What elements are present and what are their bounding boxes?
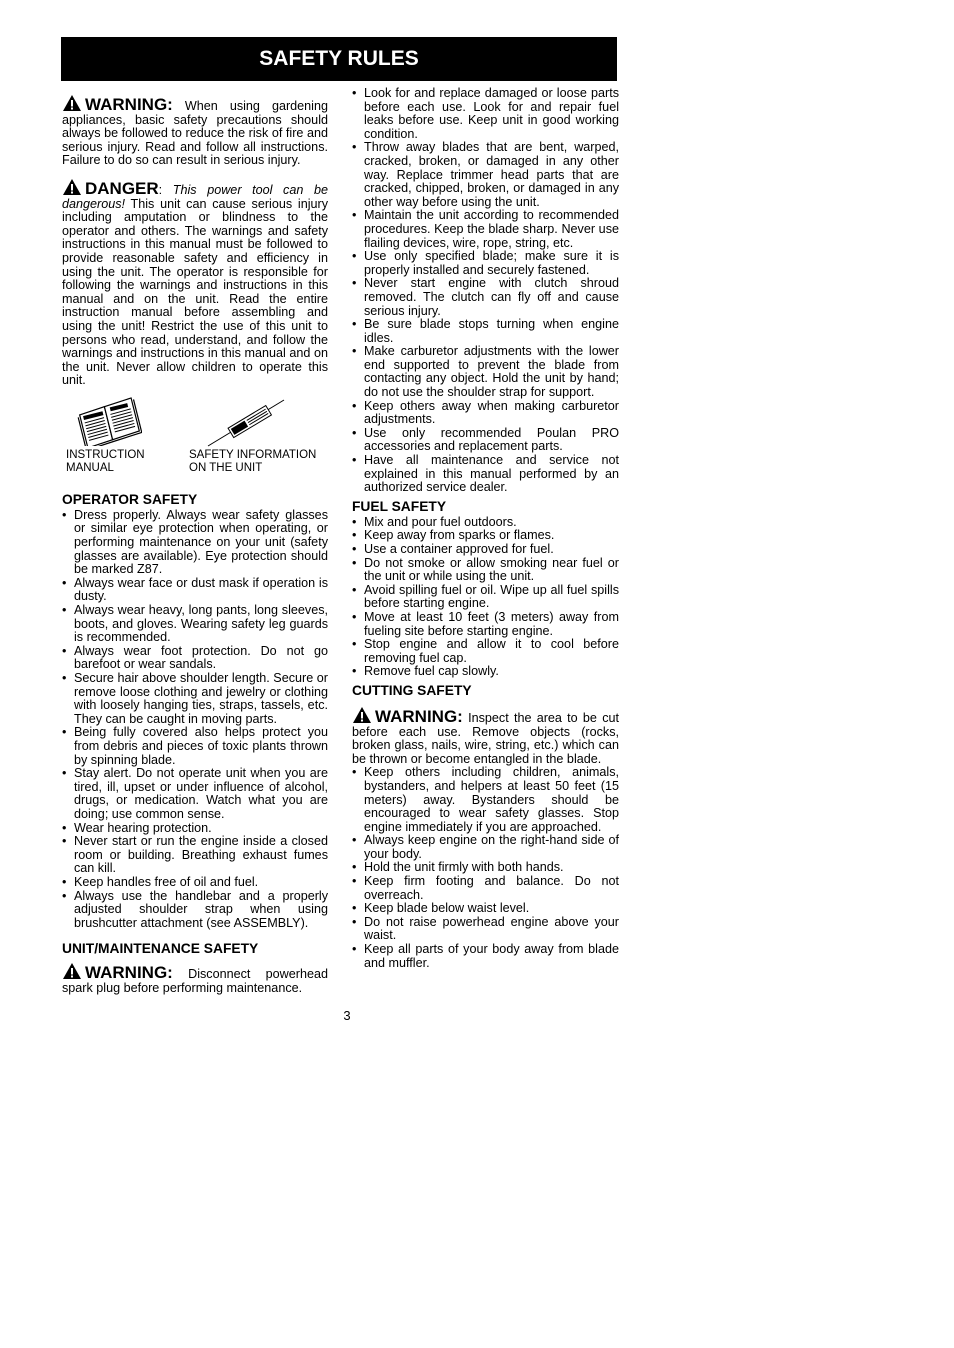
list-item: • Maintain the unit according to recommended procedures. Keep the blade sharp. Never use flailing devices, wire, rope, string, etc.	[352, 208, 619, 250]
list-item: • Being fully covered also helps protect you from debris and pieces of toxic plants thrown by spinning blade.	[62, 725, 328, 767]
fuel-safety-heading: FUEL SAFETY	[352, 498, 447, 514]
list-item: • Always wear foot protection. Do not go barefoot or wear sandals.	[62, 643, 328, 672]
warning-text: When using gardening appliances, basic safety precautions should always be followed to reduce the risk of fire and serious injury. Read and follow all instructions. Failure to do so can result in serious injury.	[62, 99, 328, 168]
safety-icons	[62, 396, 328, 488]
list-item: • Stay alert. Do not operate unit when you are tired, ill, upset or under influence of alcohol, drugs, or medication. Watch what you are doing; use common sense.	[62, 766, 328, 821]
unit-safety-label-icon	[200, 396, 290, 452]
danger-italic: This power tool can be dangerous!	[62, 182, 328, 211]
list-item: • Throw away blades that are bent, warped, cracked, broken, or damaged in any other way. Replace trimmer head parts that are cracked, chipped, broken, or damaged in any other way before using the unit.	[352, 140, 619, 209]
list-item: • Wear hearing protection.	[62, 820, 212, 835]
list-item: • Always use the handlebar and a properly adjusted shoulder strap when using brushcutter attachment (see ASSEMBLY).	[62, 888, 328, 930]
list-item: • Have all maintenance and service not explained in this manual performed by an authorized service dealer.	[352, 453, 619, 495]
warning-label: WARNING:	[85, 95, 173, 114]
list-item: • Dress properly. Always wear safety glasses or similar eye protection when operating, or performing maintenance on your unit (safety glasses are available). Eye protection should be marked Z87.	[62, 507, 328, 577]
danger-label: DANGER	[85, 178, 159, 198]
page-number: 3	[343, 1008, 351, 1023]
warning-label: WARNING:	[375, 706, 463, 726]
warning-triangle-icon	[62, 178, 82, 196]
list-item: • Do not raise powerhead engine above your waist.	[352, 914, 619, 943]
unit-info-caption: SAFETY INFORMATION ON THE UNIT	[189, 448, 317, 474]
danger-notice	[62, 178, 328, 388]
cutting-safety-list	[352, 766, 619, 970]
list-item: • Remove fuel cap slowly.	[352, 664, 499, 679]
page-title: SAFETY RULES	[259, 47, 419, 70]
unit-maintenance-heading: UNIT/MAINTENANCE SAFETY	[62, 941, 259, 957]
danger-text: This unit can cause serious injury including amputation or blindness to the operator and others. The warnings and safety instructions in this manual must be followed to provide reasonable safety and efficiency in using the unit. The operator is responsible for following the warnings and instructions in this manual and on the unit. Read the entire instruction manual before assembling and using the unit! Restrict the use of this unit to persons who read, understand, and follow the warnings and instructions in this manual and on the unit. Never allow children to operate this unit.	[62, 196, 328, 388]
list-item: • Keep blade below waist level.	[352, 901, 530, 916]
list-item: • Keep away from sparks or flames.	[352, 528, 555, 543]
list-item: • Look for and replace damaged or loose parts before each use. Look for and repair fuel leaks before use. Keep unit in good working condition.	[352, 86, 619, 141]
warning-cutting	[352, 706, 619, 766]
list-item: • Use a container approved for fuel.	[352, 542, 554, 556]
warning-general	[62, 94, 328, 168]
list-item: • Keep others including children, animals, bystanders, and helpers at least 50 feet (15 meters) away. Bystanders should be encouraged to wear safety glasses. Stop engine immediately if you are approached.	[352, 765, 619, 834]
list-item: • Move at least 10 feet (3 meters) away from fueling site before starting engine.	[352, 609, 619, 638]
list-item: • Never start engine with clutch shroud removed. The clutch can fly off and cause serious injury.	[352, 276, 619, 318]
warning-label: WARNING:	[85, 963, 173, 983]
list-item: • Use only recommended Poulan PRO accessories and replacement parts.	[352, 425, 619, 454]
list-item: • Be sure blade stops turning when engine idles.	[352, 317, 619, 345]
list-item: • Do not smoke or allow smoking near fuel or the unit or while using the unit.	[352, 555, 619, 584]
list-item: • Always keep engine on the right-hand side of your body.	[352, 833, 619, 861]
list-item: • Keep handles free of oil and fuel.	[62, 874, 259, 889]
title-bar	[61, 37, 617, 81]
instruction-manual-icon	[76, 396, 142, 450]
danger-sep: :	[158, 182, 173, 197]
list-item: • Avoid spilling fuel or oil. Wipe up all fuel spills before starting engine.	[352, 582, 619, 611]
list-item: • Never start or run the engine inside a closed room or building. Breathing exhaust fumes can kill.	[62, 834, 328, 876]
list-item: • Keep all parts of your body away from blade and muffler.	[352, 942, 619, 970]
warning-triangle-icon	[62, 94, 82, 112]
list-item: • Always wear face or dust mask if operation is dusty.	[62, 575, 328, 604]
unit-maintenance-list	[352, 87, 619, 495]
warning-triangle-icon	[352, 706, 372, 724]
list-item: • Always wear heavy, long pants, long sleeves, boots, and gloves. Wearing safety leg guards is recommended.	[62, 603, 328, 645]
operator-safety-list	[62, 509, 328, 930]
list-item: • Keep firm footing and balance. Do not overreach.	[352, 874, 619, 902]
right-column	[352, 87, 619, 970]
fuel-safety-list	[352, 516, 619, 679]
list-item: • Stop engine and allow it to cool before removing fuel cap.	[352, 637, 619, 665]
left-column	[62, 94, 328, 1005]
warning-maintenance	[62, 962, 328, 995]
list-item: • Hold the unit firmly with both hands.	[352, 860, 564, 875]
warning-text: Disconnect powerhead spark plug before performing maintenance.	[62, 967, 328, 995]
instruction-manual-caption: INSTRUCTION MANUAL	[66, 448, 145, 474]
list-item: • Make carburetor adjustments with the lower end supported to prevent the blade from contacting any object. Hold the unit by hand; do not use the shoulder strap for support.	[352, 344, 619, 400]
warning-triangle-icon	[62, 962, 82, 980]
warning-text: Inspect the area to be cut before each use. Remove objects (rocks, broken glass, nails, wire, string, etc.) which can be thrown or become entangled in the blade.	[352, 710, 619, 766]
cutting-safety-heading: CUTTING SAFETY	[352, 682, 472, 698]
operator-safety-heading: OPERATOR SAFETY	[62, 491, 198, 507]
list-item: • Use only specified blade; make sure it is properly installed and securely fastened.	[352, 249, 619, 277]
list-item: • Secure hair above shoulder length. Secure or remove loose clothing and jewelry or clothing with loosely hanging ties, straps, tassels, etc. They can be caught in moving parts.	[62, 671, 328, 726]
list-item: • Mix and pour fuel outdoors.	[352, 514, 517, 529]
list-item: • Keep others away when making carburetor adjustments.	[352, 398, 619, 427]
